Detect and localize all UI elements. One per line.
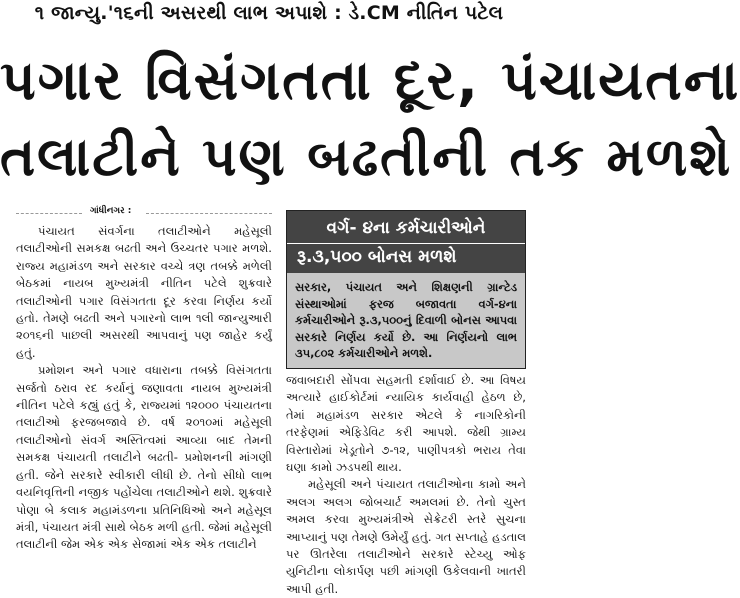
article-right-column <box>286 372 526 598</box>
infobox-subtitle: રૂ.૩,૫૦૦ બોનસ મળશે <box>287 243 525 273</box>
article-paragraph: જવાબદારી સોંપવા સહમતી દર્શાવાઈ છે. આ વિષય અત્યારે હાઈકોર્ટમાં ન્યાયિક કાર્યવાહી હેઠળ છે, તેમાં મહામંડળ સરકાર એટલે કે નાગરિકોની તરફેણમાં એફિડેવિટ કરી આપશે. જેથી ગ્રામ્ય વિસ્તારોમાં ખેડૂતોને ૭-૧૨, પાણીપત્રકો ભરાય તેવા ઘણા કામો ઝડપથી થાય. <box>286 373 526 475</box>
dateline-rule-right <box>146 213 272 214</box>
infobox-title: વર્ગ- ૪ના કર્મચારીઓને <box>287 211 525 243</box>
article-paragraph: પંચાયત સંવર્ગના તલાટીઓને મહેસૂલી તલાટીઓની સમકક્ષ બઢતી અને ઉચ્ચતર પગાર મળશે. રાજ્ય મહામંડળ અને સરકાર વચ્ચે ત્રણ તબક્કે મળેલી બેઠકમાં નાયબ મુખ્યમંત્રી નીતિન પટેલે શુક્રવારે તલાટીઓની પગાર વિસંગતતા દૂર કરવા નિર્ણય કર્યો હતો. તેમણે બઢતી અને પગારનો લાભ ૧લી જાન્યુઆરી ૨૦૧૬ની પાછલી અસરથી આપવાનું પણ જાહેર કર્યું હતું. <box>16 224 272 360</box>
headline-line-1: પગાર વિસંગતતા દૂર, પંચાયતના <box>0 48 740 112</box>
article-paragraph: પ્રમોશન અને પગાર વધારાના તબક્કે વિસંગતતા સર્જતો ઠરાવ રદ કર્યાનું જણાવતા નાયબ મુખ્યમંત્રી નીતિન પટેલે કહ્યું હતું કે, રાજ્યમાં ૧૨૦૦૦ પંચાયતના તલાટીઓ ફરજબજાવે છે. વર્ષ ૨૦૧૦માં મહેસૂલી તલાટીઓનો સંવર્ગ અસ્તિત્વમાં આવ્યા બાદ તેમની સમકક્ષ પંચાયતી તલાટીને બઢતી- પ્રમોશનની માંગણી હતી. જેને સરકારે સ્વીકારી લીધી છે. તેનો સીધો લાભ વયનિવૃત્તિની નજીક પહોંચેલા તલાટીઓને થશે. શુક્રવારે પોણા બે કલાક મહામંડળના પ્રતિનિધિઓ અને મહેસૂલ મંત્રી, પંચાયત મંત્રી સાથે બેઠક મળી હતી. જેમાં મહેસૂલી તલાટીની જેમ એક એક સેજામાં એક એક તલાટીને <box>16 363 272 552</box>
dateline-row <box>16 206 272 220</box>
kicker-line: ૧ જાન્યુ.'૧૬ની અસરથી લાભ અપાશે : ડે.CM નીતિન પટેલ <box>34 2 504 24</box>
dateline-rule-left <box>16 213 82 214</box>
article-paragraph: મહેસૂલી અને પંચાયત તલાટીઓના કામો અને અલગ અલગ જોબચાર્ટ અમલમાં છે. તેનો ચુસ્ત અમલ કરવા મુખ્યમંત્રીએ સેક્રેટરી સ્તરે સુચના આપ્યાનું પણ તેમણે ઉમેર્યું હતું. ગત સપ્તાહે હડતાલ પર ઊતરેલા તલાટીઓને સરકારે સ્ટેચ્યુ ઓફ યુનિટીના લોકાર્પણ પછી માંગણી ઉકેલવાની ખાતરી આપી હતી. <box>286 477 526 596</box>
dateline: ગાંધીનગર : <box>86 206 135 216</box>
bonus-infobox <box>286 210 526 369</box>
headline-line-2: તલાટીને પણ બઢતીની તક મળશે <box>0 127 733 188</box>
article-left-column <box>16 223 272 554</box>
infobox-body: સરકાર, પંચાયત અને શિક્ષણની ગ્રાન્ટેડ સંસ્થાઓમાં ફરજ બજાવતા વર્ગ-૪ના કર્મચારીઓને રૂ.૩,૫૦૦નું દિવાળી બોનસ આપવા સરકારે નિર્ણય કર્યો છે. આ નિર્ણયનો લાભ ૩૫,૮૦૨ કર્મચારીઓને મળશે. <box>287 273 525 368</box>
